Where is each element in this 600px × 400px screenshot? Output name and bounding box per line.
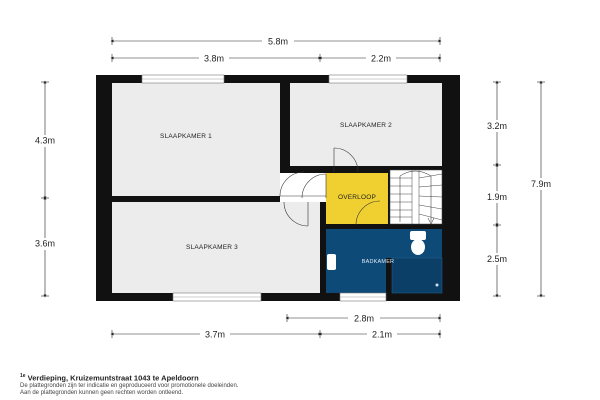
internal-wall — [280, 83, 290, 173]
label-slaapkamer-1: SLAAPKAMER 1 — [160, 133, 212, 140]
toilet-icon — [410, 231, 426, 240]
caption-title — [20, 372, 580, 383]
dim-right-c: 2.5m — [486, 254, 508, 264]
dim-top-left: 3.8m — [203, 53, 225, 64]
dim-right-a: 3.2m — [486, 121, 508, 131]
label-slaapkamer-2: SLAAPKAMER 2 — [340, 122, 392, 129]
plan-caption — [20, 372, 580, 397]
caption-title-superscript: 1e — [20, 373, 26, 379]
label-slaapkamer-3: SLAAPKAMER 3 — [186, 244, 238, 251]
dim-right-b: 1.9m — [486, 192, 508, 202]
dim-right-total: 7.9m — [530, 179, 552, 189]
dim-bottom-right: 2.1m — [371, 329, 393, 340]
dim-top-right: 2.2m — [370, 53, 392, 64]
internal-wall — [320, 166, 326, 174]
toilet-bowl-icon — [411, 239, 425, 255]
dim-left-upper: 4.3m — [34, 135, 56, 146]
dim-bottom-inner: 2.8m — [353, 313, 375, 324]
caption-title-text: Verdieping, Kruizemuntstraat 1043 te Apeldoorn — [25, 373, 199, 383]
shower-tray — [392, 258, 442, 293]
sink-icon — [327, 254, 336, 270]
caption-disclaimer-1: De plattegronden zijn ter indicatie en geproduceerd voor promotionele doeleinden. — [20, 382, 239, 389]
dim-top-total: 5.8m — [267, 36, 289, 47]
drain-icon — [436, 284, 439, 287]
dim-bottom-left: 3.7m — [204, 329, 226, 340]
caption-disclaimer-2: Aan de plattegronden kunnen geen rechten worden ontleend. — [20, 389, 184, 396]
internal-wall — [320, 196, 326, 293]
dim-left-lower: 3.6m — [34, 238, 56, 249]
label-badkamer: BADKAMER — [361, 259, 395, 265]
label-overloop: OVERLOOP — [337, 194, 377, 201]
